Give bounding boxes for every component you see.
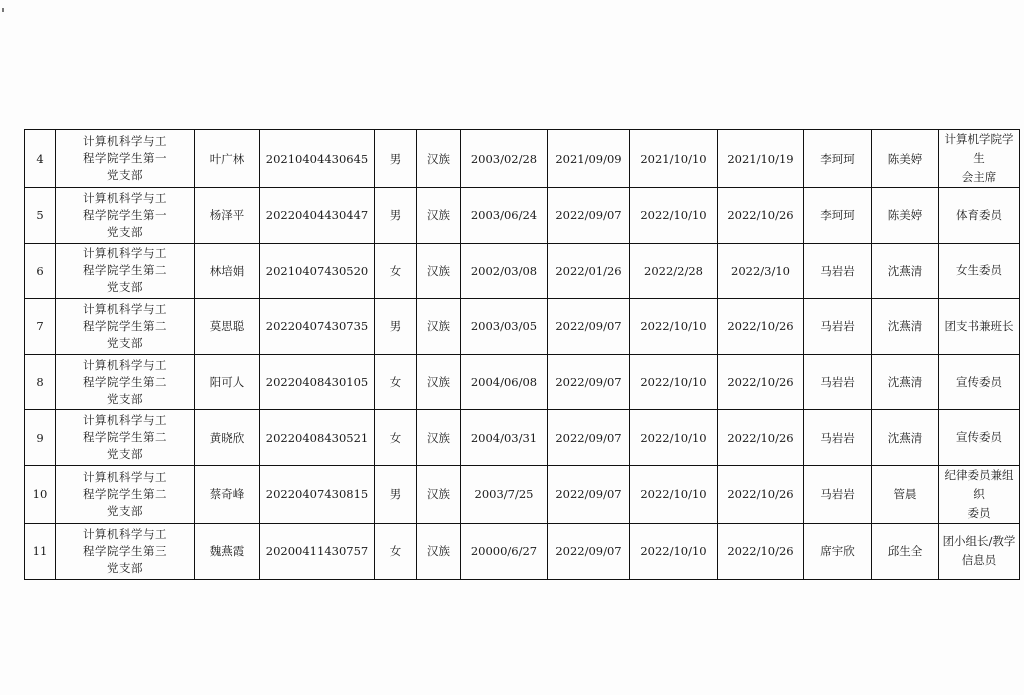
date-1: 2022/09/07	[548, 410, 630, 466]
row-number: 11	[25, 523, 56, 579]
branch-line: 计算机科学与工	[83, 301, 167, 316]
row-number: 8	[25, 354, 56, 410]
table-row	[25, 410, 1020, 466]
position-line: 宣传委员	[956, 430, 1002, 445]
gender: 男	[375, 465, 417, 523]
branch-line: 计算机科学与工	[83, 190, 167, 205]
contact-person-1: 马岩岩	[804, 299, 872, 355]
position	[939, 299, 1020, 355]
birth-date: 2003/7/25	[461, 465, 548, 523]
member-name: 叶广林	[195, 130, 260, 188]
date-1: 2022/09/07	[548, 354, 630, 410]
date-3: 2022/3/10	[718, 243, 804, 299]
table-row	[25, 188, 1020, 244]
position	[939, 523, 1020, 579]
row-number: 9	[25, 410, 56, 466]
birth-date: 2002/03/08	[461, 243, 548, 299]
member-name: 林培娟	[195, 243, 260, 299]
date-2: 2022/10/10	[630, 523, 718, 579]
branch-line: 党支部	[107, 447, 143, 462]
table-row	[25, 243, 1020, 299]
roster-body	[25, 130, 1020, 580]
position	[939, 465, 1020, 523]
branch-line: 党支部	[107, 335, 143, 350]
date-2: 2022/10/10	[630, 188, 718, 244]
branch-line: 程学院学生第一	[83, 151, 167, 165]
contact-person-1: 马岩岩	[804, 465, 872, 523]
contact-person-1: 李珂珂	[804, 188, 872, 244]
date-1: 2022/09/07	[548, 188, 630, 244]
date-3: 2022/10/26	[718, 523, 804, 579]
member-name: 阳可人	[195, 354, 260, 410]
date-2: 2022/10/10	[630, 354, 718, 410]
student-id: 20220408430521	[260, 410, 375, 466]
gender: 男	[375, 188, 417, 244]
birth-date: 2003/02/28	[461, 130, 548, 188]
student-id: 20220408430105	[260, 354, 375, 410]
branch-line: 计算机科学与工	[83, 357, 167, 372]
date-3: 2021/10/19	[718, 130, 804, 188]
birth-date: 2004/03/31	[461, 410, 548, 466]
ethnicity: 汉族	[417, 465, 461, 523]
date-2: 2022/10/10	[630, 465, 718, 523]
branch-line: 程学院学生第三	[83, 543, 167, 558]
party-branch	[56, 354, 195, 410]
row-number: 10	[25, 465, 56, 523]
date-2: 2021/10/10	[630, 130, 718, 188]
table-row	[25, 465, 1020, 523]
birth-date: 20000/6/27	[461, 523, 548, 579]
branch-line: 党支部	[107, 560, 143, 575]
ethnicity: 汉族	[417, 188, 461, 244]
date-1: 2021/09/09	[548, 130, 630, 188]
position	[939, 130, 1020, 188]
party-branch	[56, 188, 195, 244]
gender: 女	[375, 243, 417, 299]
branch-line: 计算机科学与工	[83, 526, 167, 541]
gender: 女	[375, 410, 417, 466]
contact-person-1: 马岩岩	[804, 410, 872, 466]
contact-person-2: 管晨	[872, 465, 939, 523]
contact-person-1: 马岩岩	[804, 354, 872, 410]
date-3: 2022/10/26	[718, 354, 804, 410]
ethnicity: 汉族	[417, 299, 461, 355]
member-name: 莫思聪	[195, 299, 260, 355]
date-2: 2022/10/10	[630, 410, 718, 466]
party-branch	[56, 523, 195, 579]
date-1: 2022/09/07	[548, 299, 630, 355]
position-line: 会主席	[961, 170, 997, 184]
contact-person-2: 沈燕清	[872, 354, 939, 410]
date-2: 2022/2/28	[630, 243, 718, 299]
student-id: 20220404430447	[260, 188, 375, 244]
birth-date: 2003/06/24	[461, 188, 548, 244]
date-3: 2022/10/26	[718, 299, 804, 355]
branch-line: 程学院学生第二	[83, 263, 167, 278]
position-line: 纪律委员兼组织	[944, 467, 1014, 501]
contact-person-2: 沈燕清	[872, 243, 939, 299]
row-number: 7	[25, 299, 56, 355]
contact-person-1: 席宇欣	[804, 523, 872, 579]
gender: 女	[375, 354, 417, 410]
student-id: 20210404430645	[260, 130, 375, 188]
branch-line: 计算机科学与工	[83, 134, 167, 148]
position-line: 团支书兼班长	[944, 318, 1014, 333]
branch-line: 党支部	[107, 503, 143, 518]
birth-date: 2004/06/08	[461, 354, 548, 410]
party-branch	[56, 243, 195, 299]
member-name: 蔡奇峰	[195, 465, 260, 523]
row-number: 6	[25, 243, 56, 299]
branch-line: 党支部	[107, 168, 143, 182]
member-name: 魏燕霞	[195, 523, 260, 579]
contact-person-1: 马岩岩	[804, 243, 872, 299]
party-branch	[56, 410, 195, 466]
table-row	[25, 523, 1020, 579]
position-line: 体育委员	[956, 207, 1002, 222]
position-line: 计算机学院学生	[944, 132, 1014, 165]
branch-line: 党支部	[107, 391, 143, 406]
position	[939, 188, 1020, 244]
gender: 男	[375, 299, 417, 355]
table-row	[25, 130, 1020, 188]
gender: 女	[375, 523, 417, 579]
date-3: 2022/10/26	[718, 410, 804, 466]
party-branch	[56, 465, 195, 523]
contact-person-2: 陈美婷	[872, 130, 939, 188]
position	[939, 354, 1020, 410]
contact-person-2: 沈燕清	[872, 299, 939, 355]
ethnicity: 汉族	[417, 243, 461, 299]
member-roster-table	[24, 129, 1020, 580]
branch-line: 计算机科学与工	[83, 469, 167, 484]
date-1: 2022/01/26	[548, 243, 630, 299]
date-2: 2022/10/10	[630, 299, 718, 355]
contact-person-2: 邱生全	[872, 523, 939, 579]
branch-line: 程学院学生第二	[83, 486, 167, 501]
date-1: 2022/09/07	[548, 523, 630, 579]
contact-person-2: 陈美婷	[872, 188, 939, 244]
position	[939, 410, 1020, 466]
branch-line: 程学院学生第二	[83, 318, 167, 333]
student-id: 20210407430520	[260, 243, 375, 299]
position-line: 委员	[967, 505, 991, 520]
position-line: 团小组长/教学	[942, 534, 1016, 549]
row-number: 5	[25, 188, 56, 244]
gender: 男	[375, 130, 417, 188]
student-id: 20220407430735	[260, 299, 375, 355]
position	[939, 243, 1020, 299]
student-id: 20220407430815	[260, 465, 375, 523]
ethnicity: 汉族	[417, 130, 461, 188]
member-name: 杨泽平	[195, 188, 260, 244]
date-3: 2022/10/26	[718, 188, 804, 244]
branch-line: 程学院学生第二	[83, 430, 167, 445]
birth-date: 2003/03/05	[461, 299, 548, 355]
date-1: 2022/09/07	[548, 465, 630, 523]
branch-line: 程学院学生第一	[83, 207, 167, 222]
student-id: 20200411430757	[260, 523, 375, 579]
contact-person-2: 沈燕清	[872, 410, 939, 466]
ethnicity: 汉族	[417, 354, 461, 410]
row-number: 4	[25, 130, 56, 188]
ethnicity: 汉族	[417, 523, 461, 579]
contact-person-1: 李珂珂	[804, 130, 872, 188]
ethnicity: 汉族	[417, 410, 461, 466]
member-name: 黄晓欣	[195, 410, 260, 466]
scan-mark	[2, 8, 4, 12]
table-row	[25, 299, 1020, 355]
position-line: 女生委员	[956, 263, 1002, 278]
branch-line: 计算机科学与工	[83, 413, 167, 428]
position-line: 信息员	[961, 553, 997, 568]
branch-line: 计算机科学与工	[83, 246, 167, 261]
party-branch	[56, 130, 195, 188]
date-3: 2022/10/26	[718, 465, 804, 523]
branch-line: 程学院学生第二	[83, 374, 167, 389]
party-branch	[56, 299, 195, 355]
branch-line: 党支部	[107, 224, 143, 239]
branch-line: 党支部	[107, 280, 143, 295]
table-row	[25, 354, 1020, 410]
position-line: 宣传委员	[956, 374, 1002, 389]
